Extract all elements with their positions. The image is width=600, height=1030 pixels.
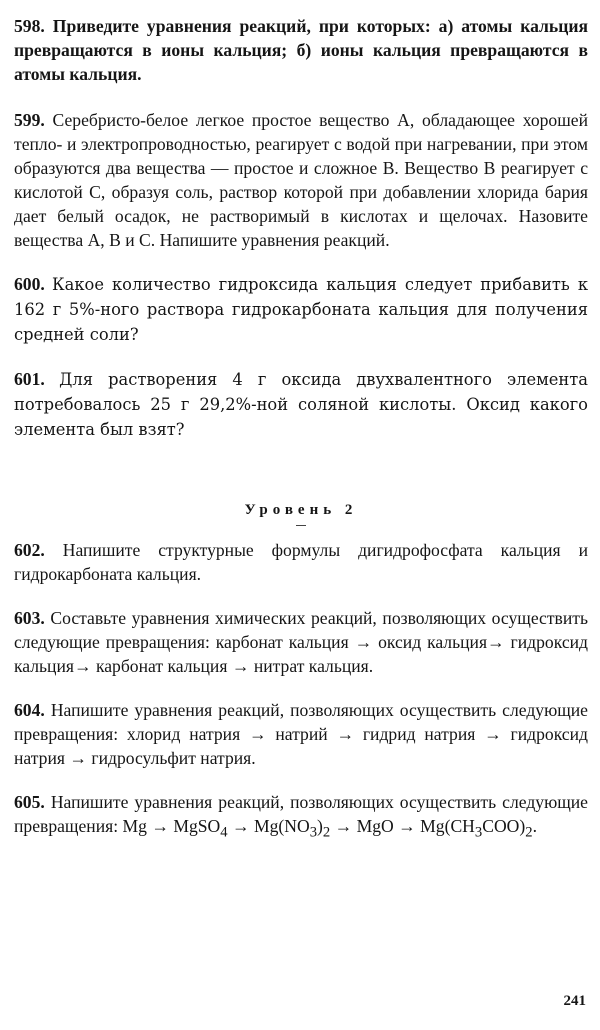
problem-text: Приведите уравнения реакций, при которых: а) атомы кальция превращаются в ионы кальция; б) ионы кальция превращаются в атомы кальция. (14, 16, 588, 84)
problem-601 (14, 367, 588, 442)
problem-602 (14, 538, 588, 586)
text-part: ) (317, 816, 323, 836)
problem-text: Серебристо-белое легкое простое вещество А, обладающее хорошей тепло- и электропроводностью, реагирует с водой при нагревании, при этом образуются два вещества — простое и сложное В. Вещество В реагирует с кислотой С, образуя соль, раствор которой при добавлении хлорида бария дает белый осадок, не растворимый в кислотах и щелочах. Назовите вещества А, В и С. Напишите уравнения реакций. (14, 110, 589, 250)
problem-599 (14, 108, 588, 252)
problem-number: 604. (14, 700, 45, 720)
problem-600 (14, 272, 588, 347)
subscript: 2 (322, 824, 331, 841)
problem-604 (14, 698, 588, 770)
problem-603 (14, 606, 588, 678)
subscript: 3 (474, 824, 483, 841)
textbook-page (14, 14, 588, 845)
text-part: COO) (482, 816, 526, 836)
page-number: 241 (563, 993, 586, 1009)
text-part: . (532, 816, 537, 836)
subscript: 4 (220, 824, 228, 841)
problem-number: 605. (14, 792, 45, 812)
problem-598 (14, 14, 588, 86)
problem-number: 603. (14, 608, 45, 628)
problem-605 (14, 790, 588, 845)
problem-text: Какое количество гидроксида кальция следует прибавить к 162 г 5%-ного раствора гидрокарбоната кальция для получения средней соли? (14, 275, 588, 344)
problem-number: 599. (14, 110, 45, 130)
problem-text: Составьте уравнения химических реакций, позволяющих осуществить следующие превращения: карбонат кальция → оксид кальция→ гидроксид кальция→ карбонат кальция → нитрат кальция. (14, 608, 588, 676)
subscript: 3 (309, 824, 318, 841)
problem-text: Напишите структурные формулы дигидрофосфата кальция и гидрокарбоната кальция. (14, 540, 588, 584)
text-part: → Mg(NO (227, 816, 310, 836)
text-part: Напишите уравнения реакций, позволяющих осуществить следующие превращения: Mg → MgSO (14, 792, 588, 836)
problem-text: Напишите уравнения реакций, позволяющих осуществить следующие превращения: хлорид натрия → натрий → гидрид натрия → гидроксид натрия → гидросульфит натрия. (14, 700, 588, 768)
subscript: 2 (525, 824, 533, 841)
problem-number: 600. (14, 274, 45, 294)
problem-number: 601. (14, 369, 45, 389)
text-part: → MgO → Mg(CH (330, 816, 475, 836)
problem-text (14, 792, 588, 841)
problem-number: 598. (14, 16, 45, 36)
problem-number: 602. (14, 540, 45, 560)
problem-text: Для растворения 4 г оксида двухвалентного элемента потребовалось 25 г 29,2%-ной соляной кислоты. Оксид какого элемента был взят? (14, 370, 588, 439)
level-heading: Уровень 2 (14, 502, 588, 526)
